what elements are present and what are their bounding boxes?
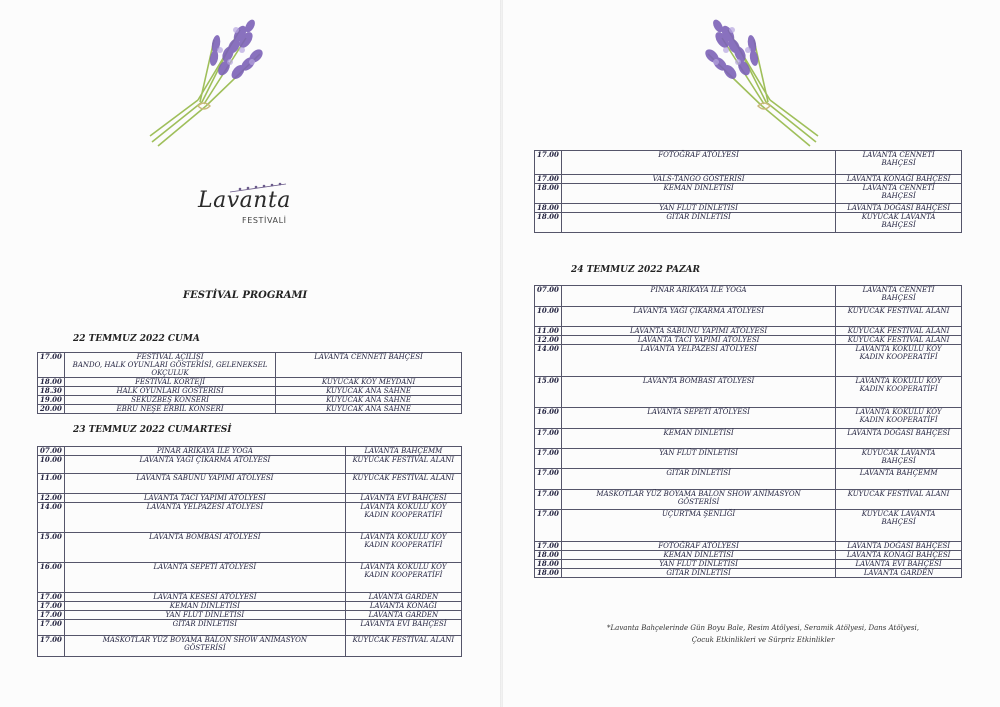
row-time: 11.00 bbox=[38, 474, 65, 494]
row-event: LAVANTA TACI YAPIMI ATÖLYESİ bbox=[561, 336, 835, 345]
table-row bbox=[535, 204, 962, 213]
table-row bbox=[535, 560, 962, 569]
table-row bbox=[535, 184, 962, 204]
row-event: GİTAR DİNLETİSİ bbox=[561, 569, 835, 578]
table-row bbox=[38, 533, 462, 563]
row-time: 17.00 bbox=[38, 620, 65, 636]
row-place: LAVANTA KOKULU KÖY KADIN KOOPERATİFİ bbox=[836, 377, 962, 408]
row-event: LAVANTA KESESİ ATÖLYESİ bbox=[64, 593, 345, 602]
row-event: KEMAN DİNLETİSİ bbox=[561, 184, 835, 204]
row-event: FESTİVAL KORTEJİ bbox=[65, 378, 276, 387]
row-place: LAVANTA KONAĞI BAHÇESİ bbox=[836, 551, 962, 560]
row-time: 18.00 bbox=[535, 569, 562, 578]
row-event: LAVANTA SEPETİ ATÖLYESİ bbox=[64, 563, 345, 593]
row-time: 15.00 bbox=[38, 533, 65, 563]
table-row bbox=[535, 510, 962, 542]
row-place: KUYUCAK FESTİVAL ALANI bbox=[836, 307, 962, 327]
row-event: LAVANTA SABUNU YAPIMI ATÖLYESİ bbox=[64, 474, 345, 494]
day-heading-22: 22 TEMMUZ 2022 CUMA bbox=[73, 334, 200, 344]
row-place: KUYUCAK LAVANTA BAHÇESİ bbox=[836, 449, 962, 469]
row-time: 17.00 bbox=[38, 611, 65, 620]
row-event: SEKÜZBEŞ KONSERİ bbox=[65, 396, 276, 405]
table-row bbox=[38, 353, 462, 378]
row-place: LAVANTA CENNETİ BAHÇESİ bbox=[836, 184, 962, 204]
table-row bbox=[38, 447, 462, 456]
festival-logo bbox=[198, 180, 298, 230]
row-event: LAVANTA YAĞI ÇIKARMA ATÖLYESİ bbox=[561, 307, 835, 327]
table-row bbox=[535, 151, 962, 175]
row-event: GİTAR DİNLETİSİ bbox=[561, 213, 835, 233]
row-time: 17.00 bbox=[535, 469, 562, 490]
table-row bbox=[535, 377, 962, 408]
table-row bbox=[38, 593, 462, 602]
logo-wordmark: Lavanta bbox=[198, 188, 291, 213]
row-event: YAN FLÜT DİNLETİSİ bbox=[561, 204, 835, 213]
row-event: LAVANTA BOMBASI ATÖLYESİ bbox=[64, 533, 345, 563]
row-event: GİTAR DİNLETİSİ bbox=[64, 620, 345, 636]
row-event: LAVANTA SEPETİ ATÖLYESİ bbox=[561, 408, 835, 429]
row-time: 17.00 bbox=[535, 542, 562, 551]
row-time: 17.00 bbox=[535, 449, 562, 469]
row-time: 14.00 bbox=[535, 345, 562, 377]
row-event: YAN FLÜT DİNLETİSİ bbox=[561, 449, 835, 469]
row-place: KUYUCAK FESTİVAL ALANI bbox=[836, 336, 962, 345]
row-place: KUYUCAK ANA SAHNE bbox=[276, 387, 462, 396]
table-row bbox=[535, 336, 962, 345]
day-heading-23: 23 TEMMUZ 2022 CUMARTESİ bbox=[73, 425, 232, 435]
lavender-bouquet-illustration bbox=[140, 10, 280, 150]
table-row bbox=[38, 456, 462, 474]
row-time: 18.30 bbox=[38, 387, 65, 396]
row-place: KUYUCAK FESTİVAL ALANI bbox=[345, 474, 461, 494]
table-row bbox=[535, 327, 962, 336]
row-event: LAVANTA TACI YAPIMI ATÖLYESİ bbox=[64, 494, 345, 503]
row-event: LAVANTA SABUNU YAPIMI ATÖLYESİ bbox=[561, 327, 835, 336]
row-place: KUYUCAK KÖY MEYDANI bbox=[276, 378, 462, 387]
table-row bbox=[38, 378, 462, 387]
row-place: LAVANTA KOKULU KÖY KADIN KOOPERATİFİ bbox=[345, 503, 461, 533]
row-time: 18.00 bbox=[535, 204, 562, 213]
row-place: LAVANTA EVİ BAHÇESİ bbox=[345, 620, 461, 636]
row-event: FOTOĞRAF ATÖLYESİ bbox=[561, 542, 835, 551]
row-event: EBRU NEŞE ERBİL KONSERİ bbox=[65, 405, 276, 414]
row-time: 15.00 bbox=[535, 377, 562, 408]
row-place: LAVANTA KONAĞI bbox=[345, 602, 461, 611]
row-time: 14.00 bbox=[38, 503, 65, 533]
row-time: 12.00 bbox=[38, 494, 65, 503]
lavender-bouquet-illustration bbox=[688, 10, 828, 150]
row-event: PINAR ARIKAYA İLE YOGA bbox=[64, 447, 345, 456]
row-time: 07.00 bbox=[535, 286, 562, 307]
row-event: HALK OYUNLARI GÖSTERİSİ bbox=[65, 387, 276, 396]
row-time: 10.00 bbox=[38, 456, 65, 474]
row-event: VALS-TANGO GÖSTERİSİ bbox=[561, 175, 835, 184]
row-place: KUYUCAK LAVANTA BAHÇESİ bbox=[836, 510, 962, 542]
table-row bbox=[38, 636, 462, 657]
table-row bbox=[38, 602, 462, 611]
table-row bbox=[535, 307, 962, 327]
table-row bbox=[535, 213, 962, 233]
row-event: KEMAN DİNLETİSİ bbox=[561, 429, 835, 449]
row-place: KUYUCAK FESTİVAL ALANI bbox=[345, 456, 461, 474]
row-event: YAN FLÜT DİNLETİSİ bbox=[561, 560, 835, 569]
table-row bbox=[535, 408, 962, 429]
table-row bbox=[535, 542, 962, 551]
row-time: 12.00 bbox=[535, 336, 562, 345]
table-row bbox=[535, 490, 962, 510]
row-place: KUYUCAK ANA SAHNE bbox=[276, 396, 462, 405]
table-row bbox=[38, 620, 462, 636]
row-place: KUYUCAK LAVANTA BAHÇESİ bbox=[836, 213, 962, 233]
row-time: 17.00 bbox=[535, 490, 562, 510]
row-event: PINAR ARIKAYA İLE YOGA bbox=[561, 286, 835, 307]
table-row bbox=[535, 345, 962, 377]
row-event: YAN FLÜT DİNLETİSİ bbox=[64, 611, 345, 620]
row-place: LAVANTA EVİ BAHÇESİ bbox=[345, 494, 461, 503]
row-time: 17.00 bbox=[38, 602, 65, 611]
row-event: UÇURTMA ŞENLİĞİ bbox=[561, 510, 835, 542]
row-time: 17.00 bbox=[38, 636, 65, 657]
table-row bbox=[535, 449, 962, 469]
row-place: KUYUCAK FESTİVAL ALANI bbox=[836, 490, 962, 510]
row-event: LAVANTA BOMBASI ATÖLYESİ bbox=[561, 377, 835, 408]
table-row bbox=[38, 474, 462, 494]
row-time: 10.00 bbox=[535, 307, 562, 327]
schedule-table-23 bbox=[37, 446, 462, 657]
row-time: 07.00 bbox=[38, 447, 65, 456]
row-event: MASKOTLAR YÜZ BOYAMA BALON SHOW ANİMASYON GÖSTERİSİ bbox=[64, 636, 345, 657]
table-row bbox=[535, 469, 962, 490]
page-title: FESTİVAL PROGRAMI bbox=[183, 290, 308, 301]
row-time: 16.00 bbox=[535, 408, 562, 429]
row-event: FESTİVAL AÇILIŞI BANDO, HALK OYUNLARI GÖSTERİSİ, GELENEKSEL OKÇULUK bbox=[65, 353, 276, 378]
table-row bbox=[38, 494, 462, 503]
schedule-table-23-continued bbox=[534, 150, 962, 233]
schedule-table-22 bbox=[37, 352, 462, 414]
row-time: 18.00 bbox=[535, 560, 562, 569]
row-time: 17.00 bbox=[535, 175, 562, 184]
table-row bbox=[535, 551, 962, 560]
row-time: 19.00 bbox=[38, 396, 65, 405]
row-time: 20.00 bbox=[38, 405, 65, 414]
row-place: LAVANTA KONAĞI BAHÇESİ bbox=[836, 175, 962, 184]
table-row bbox=[535, 569, 962, 578]
row-place: KUYUCAK FESTİVAL ALANI bbox=[345, 636, 461, 657]
row-time: 17.00 bbox=[535, 510, 562, 542]
table-row bbox=[38, 387, 462, 396]
row-event: GİTAR DİNLETİSİ bbox=[561, 469, 835, 490]
row-place: LAVANTA CENNETİ BAHÇESİ bbox=[276, 353, 462, 378]
day-heading-24: 24 TEMMUZ 2022 PAZAR bbox=[571, 265, 701, 275]
row-event: KEMAN DİNLETİSİ bbox=[64, 602, 345, 611]
row-event: LAVANTA YELPAZESİ ATÖLYESİ bbox=[64, 503, 345, 533]
row-place: LAVANTA KOKULU KÖY KADIN KOOPERATİFİ bbox=[345, 533, 461, 563]
row-event: MASKOTLAR YÜZ BOYAMA BALON SHOW ANİMASYON GÖSTERİSİ bbox=[561, 490, 835, 510]
row-place: LAVANTA GARDEN bbox=[836, 569, 962, 578]
row-time: 11.00 bbox=[535, 327, 562, 336]
table-row bbox=[38, 563, 462, 593]
schedule-table-24 bbox=[534, 285, 962, 578]
row-place: LAVANTA GARDEN bbox=[345, 611, 461, 620]
row-place: LAVANTA DOĞASI BAHÇESİ bbox=[836, 429, 962, 449]
row-place: LAVANTA KOKULU KÖY KADIN KOOPERATİFİ bbox=[836, 408, 962, 429]
footnote bbox=[563, 622, 963, 646]
row-time: 18.00 bbox=[535, 184, 562, 204]
table-row bbox=[38, 611, 462, 620]
row-time: 17.00 bbox=[38, 593, 65, 602]
row-place: KUYUCAK ANA SAHNE bbox=[276, 405, 462, 414]
row-place: LAVANTA BAHÇEMM bbox=[836, 469, 962, 490]
right-page bbox=[503, 0, 1000, 707]
footnote-text: *Lavanta Bahçelerinde Gün Boyu Bale, Resim Atölyesi, Seramik Atölyesi, Dans Atölyesi, Çocuk Etkinlikleri ve Sürpriz Etkinlikler bbox=[607, 624, 919, 644]
row-time: 17.00 bbox=[535, 151, 562, 175]
table-row bbox=[535, 429, 962, 449]
row-time: 18.00 bbox=[535, 213, 562, 233]
table-row bbox=[38, 396, 462, 405]
row-place: LAVANTA KOKULU KÖY KADIN KOOPERATİFİ bbox=[836, 345, 962, 377]
row-place: LAVANTA DOĞASI BAHÇESİ bbox=[836, 542, 962, 551]
row-time: 17.00 bbox=[38, 353, 65, 378]
row-event: KEMAN DİNLETİSİ bbox=[561, 551, 835, 560]
row-place: LAVANTA KOKULU KÖY KADIN KOOPERATİFİ bbox=[345, 563, 461, 593]
table-row bbox=[535, 175, 962, 184]
row-place: LAVANTA CENNETİ BAHÇESİ bbox=[836, 151, 962, 175]
row-event: LAVANTA YELPAZESİ ATÖLYESİ bbox=[561, 345, 835, 377]
row-time: 18.00 bbox=[38, 378, 65, 387]
row-place: LAVANTA DOĞASI BAHÇESİ bbox=[836, 204, 962, 213]
row-time: 16.00 bbox=[38, 563, 65, 593]
table-row bbox=[535, 286, 962, 307]
row-time: 18.00 bbox=[535, 551, 562, 560]
row-place: LAVANTA GARDEN bbox=[345, 593, 461, 602]
row-event: LAVANTA YAĞI ÇIKARMA ATÖLYESİ bbox=[64, 456, 345, 474]
table-row bbox=[38, 503, 462, 533]
row-place: KUYUCAK FESTİVAL ALANI bbox=[836, 327, 962, 336]
row-event: FOTOĞRAF ATÖLYESİ bbox=[561, 151, 835, 175]
logo-subtitle: FESTİVALİ bbox=[242, 216, 287, 225]
row-place: LAVANTA BAHÇEMM bbox=[345, 447, 461, 456]
table-row bbox=[38, 405, 462, 414]
row-place: LAVANTA EVİ BAHÇESİ bbox=[836, 560, 962, 569]
row-time: 17.00 bbox=[535, 429, 562, 449]
row-place: LAVANTA CENNETİ BAHÇESİ bbox=[836, 286, 962, 307]
